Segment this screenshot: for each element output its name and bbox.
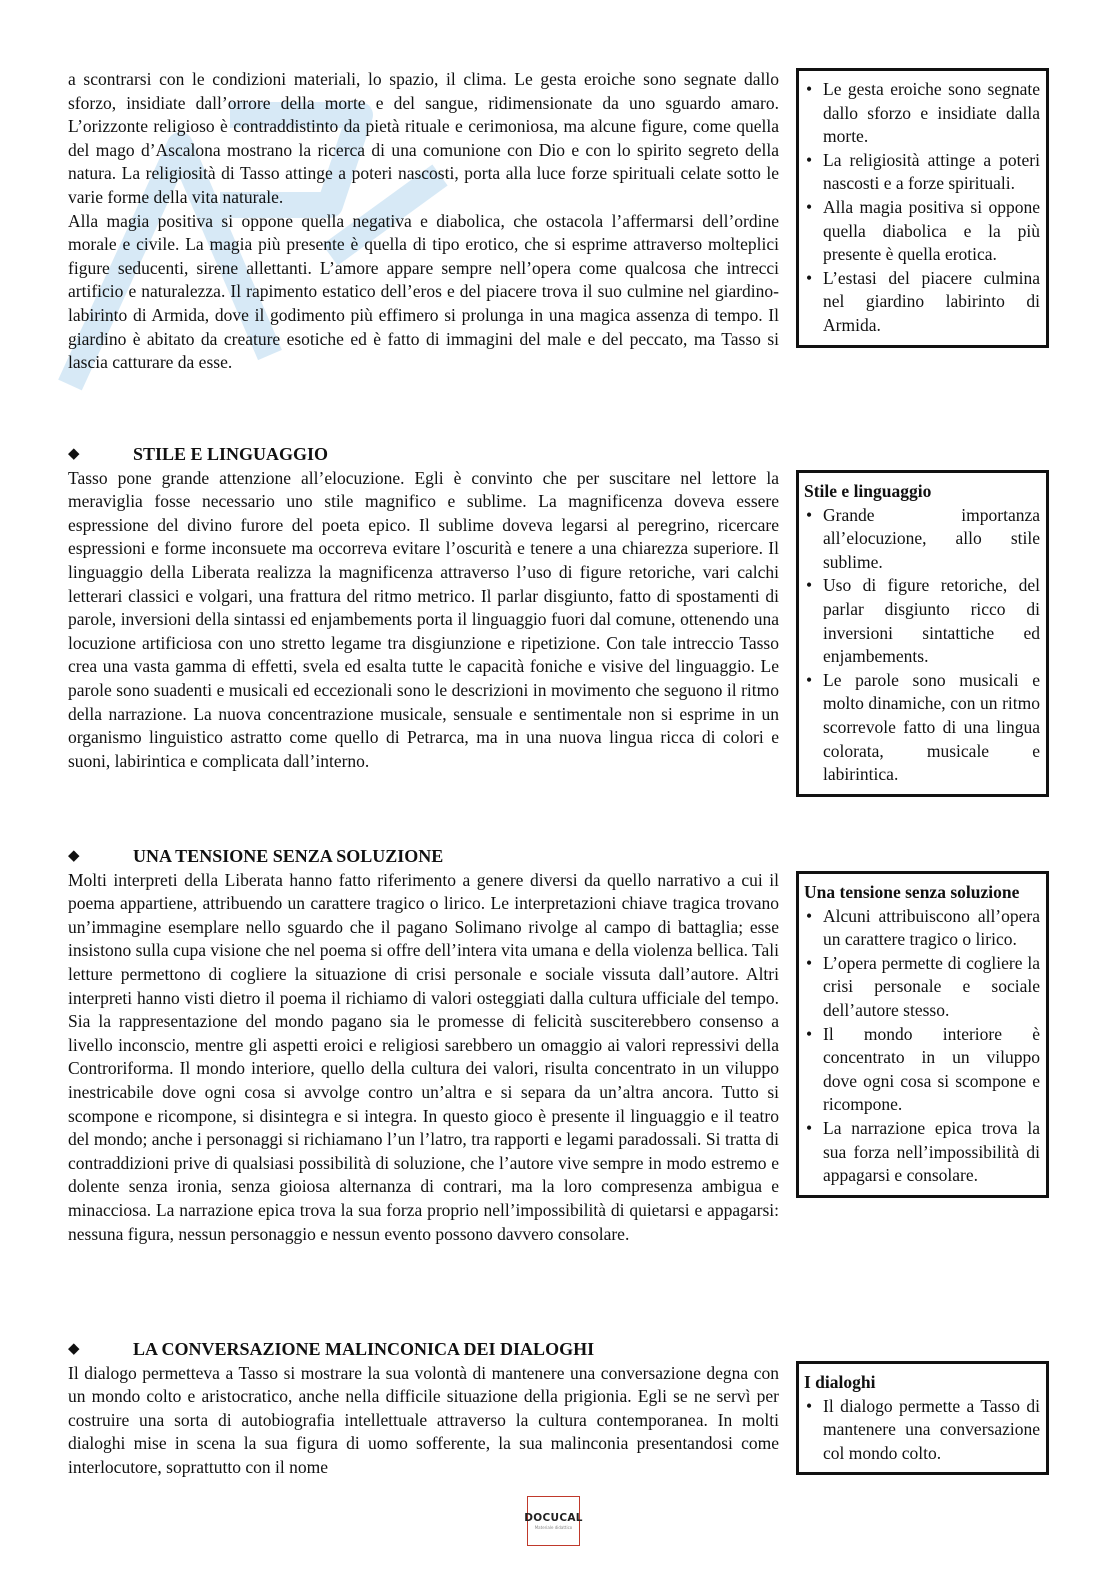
docucal-logo	[524, 1496, 583, 1546]
heading-text: LA CONVERSAZIONE MALINCONICA DEI DIALOGHI	[133, 1339, 595, 1359]
summary-item: • Alcuni attribuiscono all’opera un carattere tragico o lirico.	[804, 905, 1040, 952]
stile-summary-box	[796, 470, 1049, 797]
tensione-summary-box	[796, 871, 1049, 1198]
summary-item: • Il mondo interiore è concentrato in un viluppo dove ogni cosa si scompone e ricompone.	[804, 1023, 1040, 1117]
summary-item: • Grande importanza all’elocuzione, allo stile sublime.	[804, 504, 1040, 575]
dialoghi-summary-box	[796, 1361, 1049, 1475]
intro-paragraph-1: a scontrarsi con le condizioni materiali, lo spazio, il clima. Le gesta eroiche sono segnate dallo sforzo, insidiate dall’orrore della morte e del sangue, ridimensionate da uno sguardo amaro. L’orizzonte religioso è contraddistinto da pietà rituale e cerimoniosa, ma alcune figure, come quella del mago d’Ascalona mostrano la ricerca di una comunione con Dio e con lo spirito segreto della natura. La religiosità di Tasso attinge a poteri nascosti, porta alla luce forze spirituali celate sotto le varie forme della vita naturale.	[68, 69, 779, 207]
summary-item: • Le gesta eroiche sono segnate dallo sforzo e insidiate dalla morte.	[804, 78, 1040, 149]
summary-item: • Il dialogo permette a Tasso di mantenere una conversazione col mondo colto.	[804, 1395, 1040, 1466]
stile-paragraph: Tasso pone grande attenzione all’elocuzione. Egli è convinto che per suscitare nel lettore la meraviglia fosse necessario uno stile magnifico e sublime. La magnificenza doveva essere espressione del divino furore del poeta epico. Il sublime doveva legarsi al peregrino, ricercare espressioni e forme inconsuete ma occorreva evitare l’oscurità e tenere a una chiarezza superiore. Il linguaggio della Liberata realizza la magnificenza attraverso l’uso di figure retoriche, vari calchi letterari classici e volgari, una frattura del ritmo metrico. Il parlar disgiunto, fatto di spostamenti di parole, inversioni della sintassi ed enjambements porta il linguaggio fuori dal comune, ottenendo una locuzione artificiosa con uno stretto legame tra disgiunzione e ripetizione. Con tale intreccio Tasso crea una vasta gamma di effetti, svela ed esalta tutte le capacità foniche e visive del linguaggio. Le parole sono suadenti e musicali ed eccezionali sono le descrizioni in movimento che seguono il ritmo della narrazione. La nuova concentrazione musicale, sensuale e sentimentale non si esprime in un organismo linguistico astratto come quello di Petrarca, ma in una nuova lingua ricca di colori e suoni, labirintica e complicata dall’interno.	[68, 467, 779, 771]
diamond-bullet-icon: ◆	[68, 446, 80, 462]
box-title: I dialoghi	[804, 1372, 876, 1392]
heading-text: UNA TENSIONE SENZA SOLUZIONE	[133, 846, 444, 866]
diamond-bullet-icon: ◆	[68, 848, 80, 864]
summary-item: • Le parole sono musicali e molto dinamiche, con un ritmo scorrevole fatto di una lingua colorata, musicale e labirintica.	[804, 669, 1040, 787]
diamond-bullet-icon: ◆	[68, 1341, 80, 1357]
heading-text: STILE E LINGUAGGIO	[133, 444, 329, 464]
dialoghi-paragraph: Il dialogo permetteva a Tasso si mostrare la sua volontà di mantenere una conversazione degna con un mondo colto e aristocratico, anche nella difficile situazione della prigionia. Egli se ne servì per costruire una sorta di autobiografia intellettuale attraverso la cultura contemporanea. In molti dialoghi mise in scena la sua figura di uomo sofferente, la sua malinconia presentandosi come interlocutore, soprattutto con il nome	[68, 1362, 779, 1477]
box-title: Una tensione senza soluzione	[804, 882, 1020, 902]
section-heading	[68, 845, 779, 869]
intro-summary-box	[796, 68, 1049, 348]
intro-paragraph-2: Alla magia positiva si oppone quella negativa e diabolica, che ostacola l’affermarsi dell’ordine morale e civile. La magia più presente è quella di tipo erotico, che si esprime attraverso molteplici figure seducenti, sirene allettanti. L’amore appare sempre nell’opera come qualcosa che intrecci artificio e naturalezza. Il rapimento estatico dell’eros e del piacere trova il suo culmine nel giardino-labirinto di Armida, dove il godimento più effimero si prolunga in una magica assenza di tempo. Il giardino è abitato da creature esotiche ed è fatto di immagini del male e del peccato, ma Tasso si lascia catturare da esse.	[68, 210, 779, 373]
logo-subtext: Materiale didattico	[534, 1525, 573, 1530]
logo-text: DOCUCAL	[524, 1512, 583, 1524]
section-heading	[68, 1338, 779, 1362]
dialoghi-section	[68, 1338, 779, 1480]
summary-item: • Alla magia positiva si oppone quella diabolica e la più presente è quella erotica.	[804, 196, 1040, 267]
intro-section	[68, 68, 779, 375]
tensione-paragraph: Molti interpreti della Liberata hanno fatto riferimento a genere diversi da quello narrativo a cui il poema appartiene, attribuendo un carattere tragico o lirico. Le interpretazioni chiave tragica trovano un’immagine esemplare nello sguardo che il pagano Solimano rivolge al campo di battaglia; esse insistono sulla cupa visione che nel poema si offre dell’intera vita umana e della violenza bellica. Tali letture permettono di cogliere la situazione di crisi personale e sociale vissuta dall’autore. Altri interpreti hanno visti dietro il poema il richiamo di valori osteggiati dalla cultura ufficiale del tempo. Sia la rappresentazione del mondo pagano sia le promesse di felicità susciterebbero consenso a livello inconscio, mentre gli aspetti eroici e religiosi sarebbero un omaggio ai valori repressivi della Controriforma. Il mondo interiore, quello della cultura dei valori, risulta concentrato in un viluppo inestricabile dove ogni cosa si avvolge contro un’altra e si separa da un’altra ancora. Tutto si scompone e ricompone, si disintegra e si integra. In questo gioco è presente il linguaggio e il teatro del mondo; anche i personaggi si richiamano l’un l’latro, tra rapporti e legami paradossali. Si tratta di contraddizioni prive di qualsiasi possibilità di soluzione, che l’autore vive sempre in modo estremo e dolente senza ironia, senza gioiosa alternanza di contrari, ma la loro compresenza ambigua e minacciosa. La narrazione epica trova la sua forza proprio nell’impossibilità di quietarsi e appagarsi: nessuna figura, nessun personaggio e nessun evento possono davvero consolare.	[68, 869, 780, 1244]
box-title: Stile e linguaggio	[804, 481, 932, 501]
summary-item: • La narrazione epica trova la sua forza nell’impossibilità di appagarsi e consolare.	[804, 1117, 1040, 1188]
section-heading	[68, 443, 779, 467]
stile-section	[68, 443, 779, 773]
summary-item: • L’estasi del piacere culmina nel giardino labirinto di Armida.	[804, 267, 1040, 338]
tensione-section	[68, 845, 779, 1246]
summary-item: • L’opera permette di cogliere la crisi personale e sociale dell’autore stesso.	[804, 952, 1040, 1023]
summary-item: • La religiosità attinge a poteri nascosti e a forze spirituali.	[804, 149, 1040, 196]
summary-item: • Uso di figure retoriche, del parlar disgiunto ricco di inversioni sintattiche ed enjambements.	[804, 574, 1040, 668]
